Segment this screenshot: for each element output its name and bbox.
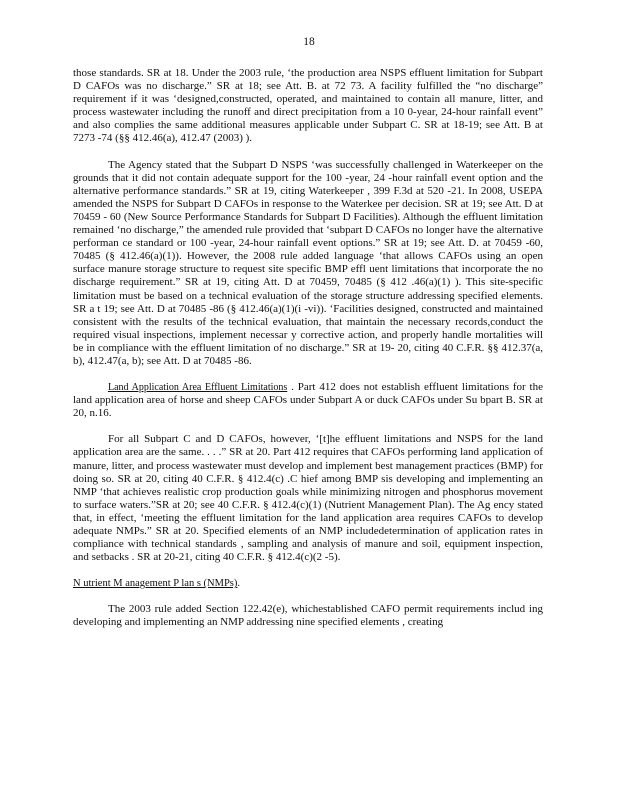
page-number: 18 — [303, 36, 315, 48]
paragraph-5: The 2003 rule added Section 122.42(e), whichestablished CAFO permit requirements includ ing developing and implementing an NMP addressing nine specified elements , creating — [73, 603, 543, 629]
paragraph-4: For all Subpart C and D CAFOs, however, ‘[t]he effluent limitations and NSPS for the land application area are the same. . . .” SR at 20. Part 412 requires that CAFOs performing land application of manure, litter, and process wastewater must develop and implement best management practices (BMP) for doing so. SR at 20, citing 40 C.F.R. § 412.4(c) .C hief among BMP sis developing and implementing an NMP ‘that achieves realistic crop production goals while minimizing nitrogen and phosphorus movement to surface waters.”SR at 20; see 40 C.F.R. § 412.4(c)(1) (Nutrient Management Plan). The Ag ency stated that, in effect, ‘meeting the effluent limitation for the land application area requires CAFOs to develop adequate NMPs.” SR at 20. Specified elements of an NMP includedetermination of application rates in compliance with technical standards , sampling and analysis of manure and soil, equipment inspection, and setbacks . SR at 20-21, citing 40 C.F.R. § 412.4(c)(2 -5). — [73, 433, 543, 564]
paragraph-2: The Agency stated that the Subpart D NSPS ‘was successfully challenged in Waterkeeper on the grounds that it did not contain adequate support for the 100 -year, 24 -hour rainfall event option and the alternative performance standards.” SR at 19, citing Waterkeeper , 399 F.3d at 520 -21. In 2008, USEPA amended the NSPS for Subpart D CAFOs in response to the Waterkee per decision. SR at 19; see Att. D at 70459 - 60 (New Source Performance Standards for Subpart D Facilities). Although the effluent limitation remained ‘no discharge,” the amended rule provided that ‘subpart D CAFOs no longer have the alternative performan ce standard or 100 -year, 24-hour rainfall event options.” SR at 19; see Att. D. at 70459 -60, 70485 (§ 412.46(a)(1)). However, the 2008 rule added language ‘that allows CAFOs using an open surface manure storage structure to request site specific BMP effl uent limitations that incorporate the no discharge requirement.” SR at 19, citing Att. D at 70459, 70485 (§ 412 .46(a)(1) ). This site-specific limitation must be based on a technical evaluation of the storage structure addressing specified elements. SR a t 19; see Att. D at 70485 -86 (§ 412.46(a)(1)(i -vi)). ‘Facilities designed, constructed and maintained consistent with the results of the technical evaluation, that maintain the necessary records,conduct the required visual inspections, implement necessar y corrective action, and properly handle mortalities will be in compliance with the effluent limitation of no discharge.” SR at 19- 20, citing 40 C.F.R. §§ 412.37(a, b), 412.47(a, b); see Att. D at 70485 -86. — [73, 158, 543, 367]
paragraph-1: those standards. SR at 18. Under the 2003 rule, ‘the production area NSPS effluent limitation for Subpart D CAFOs was no discharge.” SR at 18; see Att. B. at 72 73. A facility fulfilled the “no discharge” requirement if it was ‘designed,constructed, operated, and maintained to contain all manure, litter, and process wastewater including the runoff and direct precipitation from a 10 0-year, 24-hour rainfall event” and also complies the same additional measures applicable under Subpart C. SR at 18-19; see Att. B at 7273 -74 (§§ 412.46(a), 412.47 (2003) ). — [73, 67, 543, 145]
document-body — [73, 67, 543, 643]
heading-nmp-period: . — [237, 578, 241, 590]
paragraph-3 — [73, 381, 543, 420]
heading-nmp: N utrient M anagement P lan s (NMPs) — [73, 578, 238, 590]
paragraph-3-text: . Part 412 does not establish effluent limitations for the land application area of horse and sheep CAFOs under Subpart A or duck CAFOs under Su bpart B. SR at 20, n.16. — [73, 381, 543, 420]
heading-land-application: Land Application Area Effluent Limitations — [108, 382, 288, 394]
heading-nmp-line — [73, 577, 543, 590]
